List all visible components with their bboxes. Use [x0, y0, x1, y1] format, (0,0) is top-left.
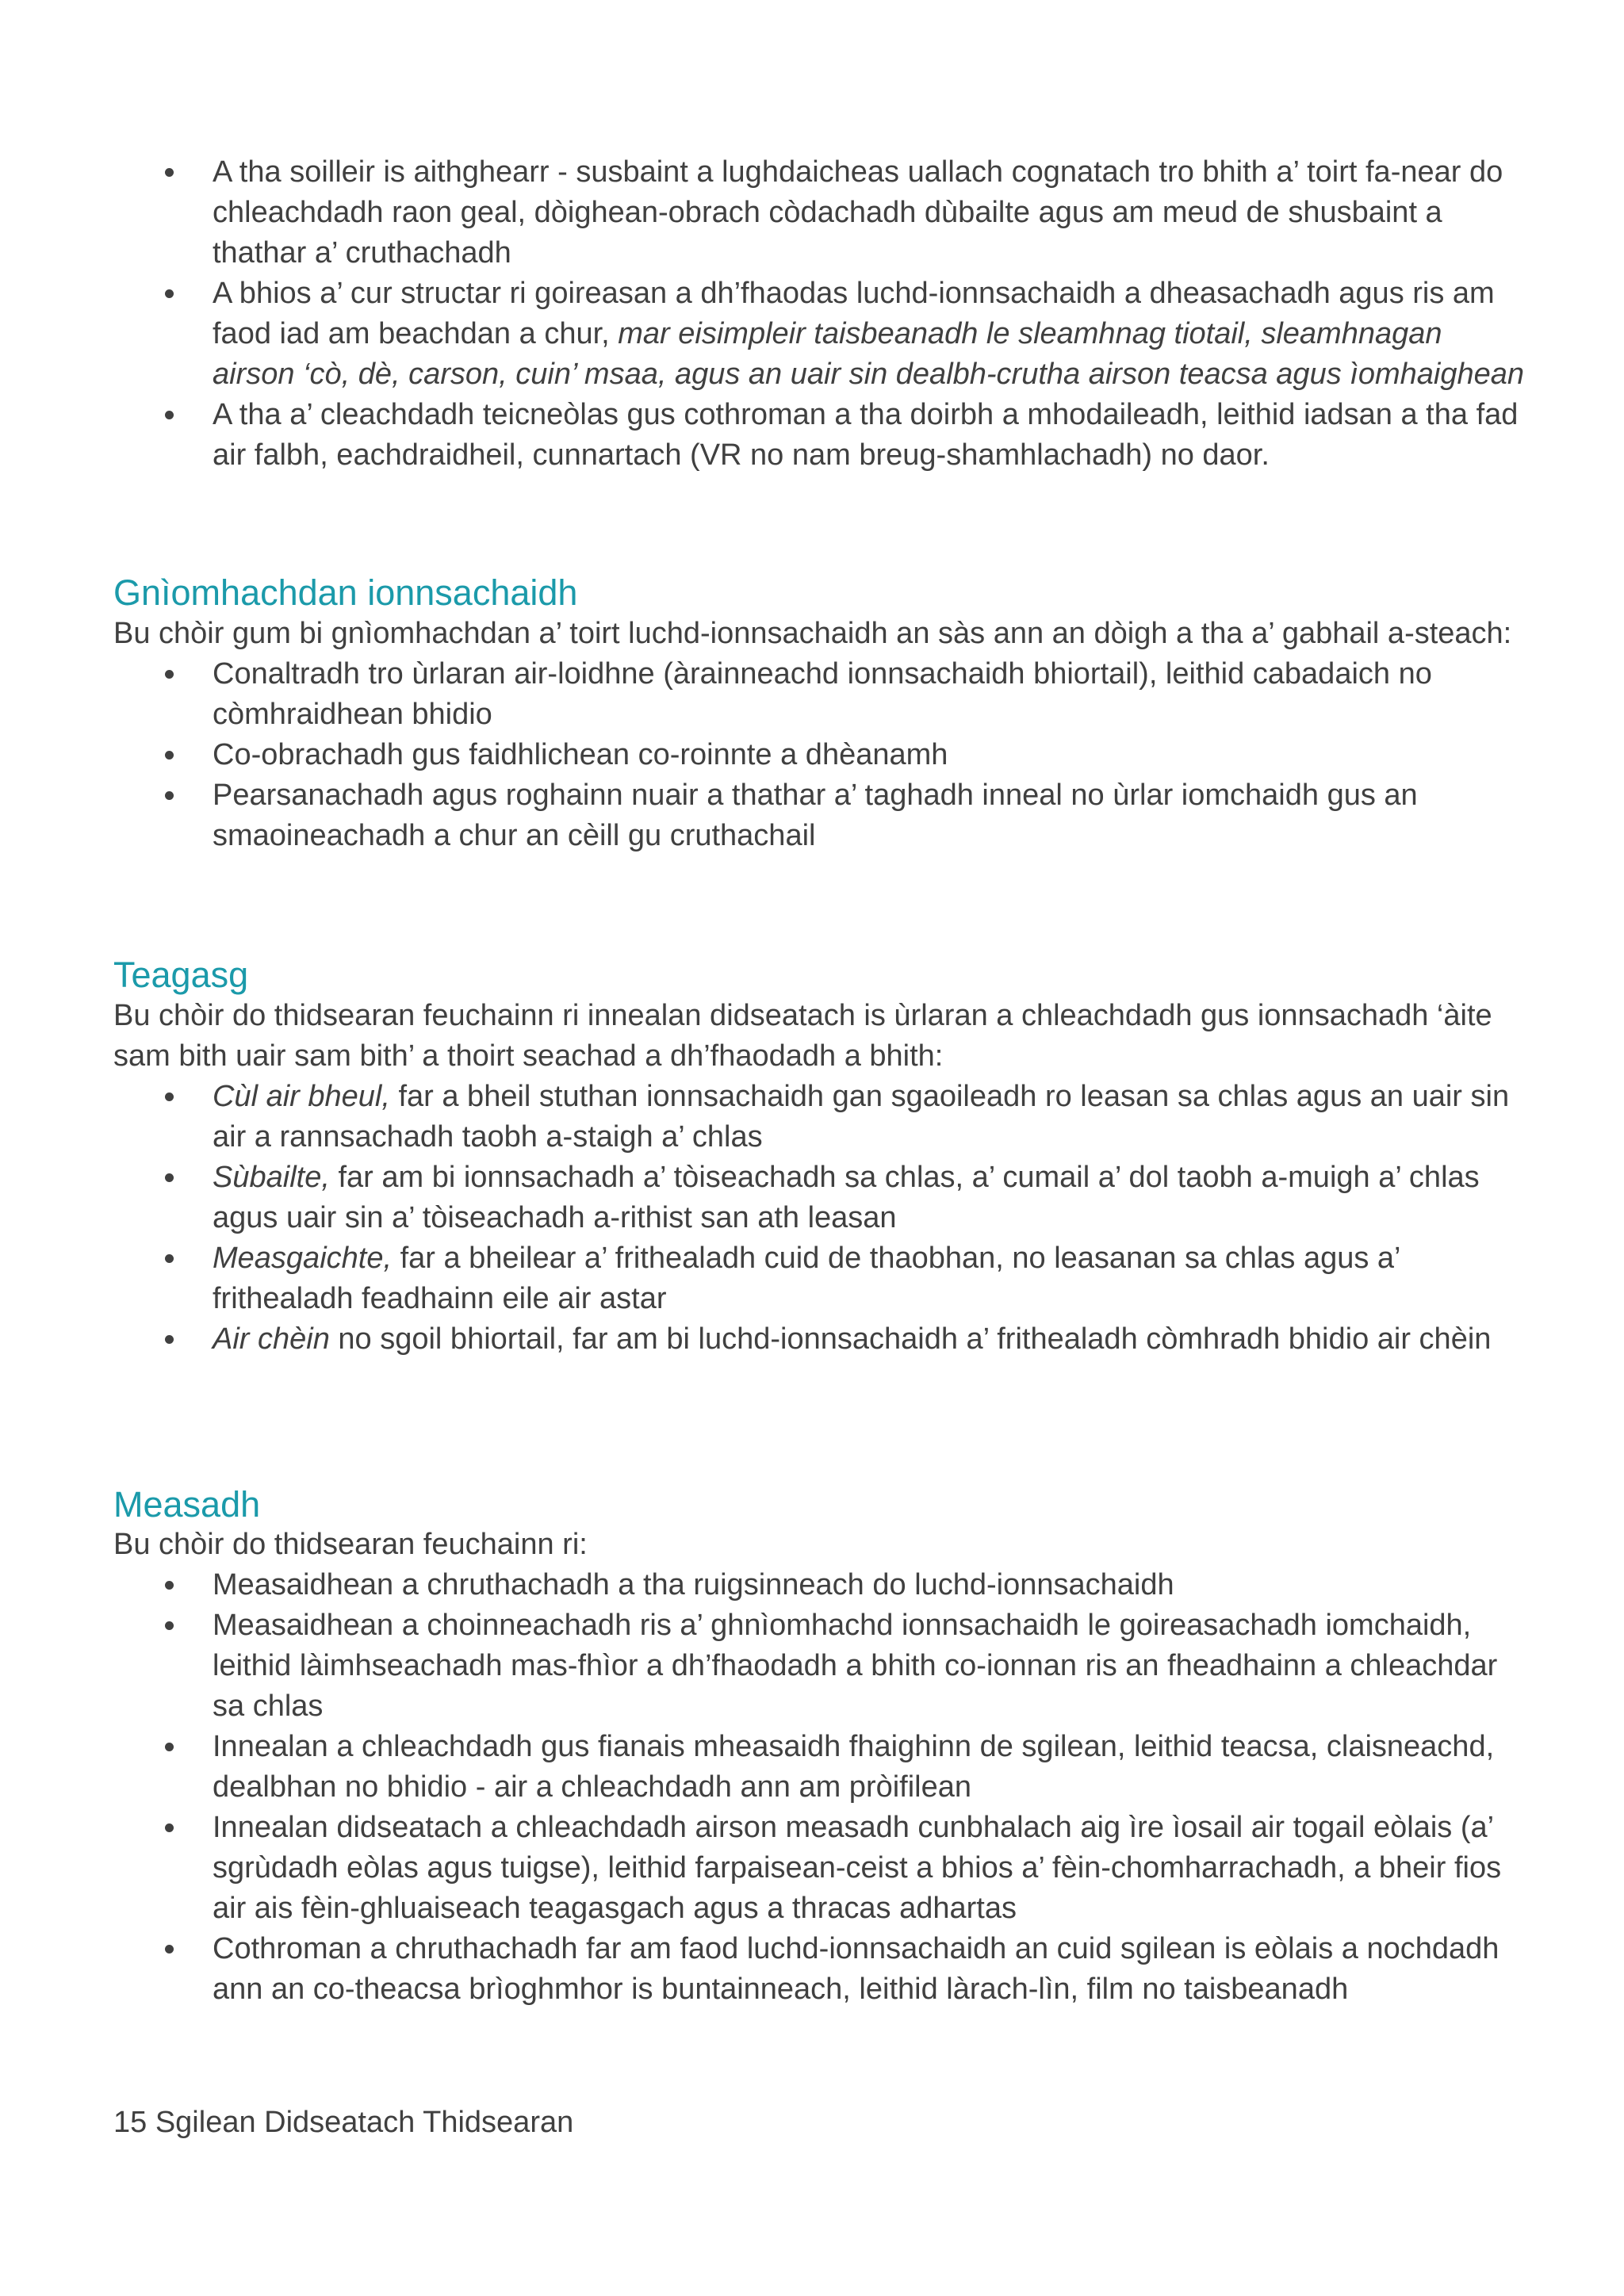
list-item	[113, 775, 1525, 856]
list-item-text: no sgoil bhiortail, far am bi luchd-ionnsachaidh a’ frithealadh còmhradh bhidio air chèin	[329, 1322, 1492, 1356]
list-item-italic-text: mar eisimpleir taisbeanadh le sleamhnag tiotail, sleamhnagan airson ‘cò, dè, carson, cuin’ msaa, agus an uair sin dealbh-crutha airson teacsa agus ìomhaighean	[213, 317, 1524, 391]
list-item-text: Co-obrachadh gus faidhlichean co-roinnte a dhèanamh	[213, 738, 948, 771]
list-item	[113, 152, 1525, 274]
section-heading-activities: Gnìomhachdan ionnsachaidh	[113, 572, 578, 613]
section-teaching-body	[113, 996, 1525, 1360]
list-item-italic-text: Measgaichte,	[213, 1242, 393, 1275]
list-item-italic-text: Cùl air bheul,	[213, 1080, 390, 1113]
list-item-italic-text: Sùbailte,	[213, 1161, 330, 1194]
list-item	[113, 654, 1525, 735]
list-item-text: far a bheilear a’ frithealadh cuid de thaobhan, no leasanan sa chlas agus a’ frithealadh feadhainn eile air astar	[213, 1242, 1400, 1315]
list-item-italic-text: Air chèin	[213, 1322, 330, 1356]
list-item-text: Cothroman a chruthachadh far am faod luchd-ionnsachaidh an cuid sgilean is eòlais a nochdadh ann an co-theacsa brìoghmhor is buntainneach, leithid làrach-lìn, film no taisbeanadh	[213, 1932, 1500, 2006]
list-item	[113, 274, 1525, 395]
list-item-text: Innealan a chleachdadh gus fianais mheasaidh fhaighinn de sgilean, leithid teacsa, claisneachd, dealbhan no bhidio - air a chleachdadh ann am pròifilean	[213, 1730, 1495, 1804]
top-bullet-list	[113, 152, 1525, 476]
list-item	[113, 1808, 1525, 1929]
teaching-bullet-list	[113, 1077, 1525, 1360]
section-intro: Bu chòir do thidsearan feuchainn ri innealan didseatach is ùrlaran a chleachdadh gus ionnsachadh ‘àite sam bith uair sam bith’ a thoirt seachad a dh’fhaodadh a bhith:	[113, 999, 1492, 1073]
list-item	[113, 1077, 1525, 1158]
section-intro: Bu chòir gum bi gnìomhachdan a’ toirt luchd-ionnsachaidh an sàs ann an dòigh a tha a’ gabhail a-steach:	[113, 617, 1512, 650]
section-intro: Bu chòir do thidsearan feuchainn ri:	[113, 1528, 588, 1561]
section-activities-body	[113, 614, 1525, 856]
list-item	[113, 1238, 1525, 1319]
section-assessment-body	[113, 1525, 1525, 2010]
list-item	[113, 1319, 1525, 1360]
list-item	[113, 1605, 1525, 1727]
list-item-text: Measaidhean a chruthachadh a tha ruigsinneach do luchd-ionnsachaidh	[213, 1568, 1174, 1601]
list-item-text: A tha a’ cleachdadh teicneòlas gus cothroman a tha doirbh a mhodaileadh, leithid iadsan a tha fad air falbh, eachdraidheil, cunnartach (VR no nam breug-shamhlachadh) no daor.	[213, 398, 1519, 472]
page-footer: 15 Sgilean Didseatach Thidsearan	[113, 2106, 574, 2139]
list-item	[113, 395, 1525, 476]
section-heading-assessment: Measadh	[113, 1484, 261, 1525]
list-item-text: A tha soilleir is aithghearr - susbaint a lughdaicheas uallach cognatach tro bhith a’ toirt fa-near do chleachdadh raon geal, dòighean-obrach còdachadh dùbailte agus am meud de shusbaint a thathar a’ cruthachadh	[213, 155, 1503, 270]
list-item-text: Innealan didseatach a chleachdadh airson measadh cunbhalach aig ìre ìosail air togail eòlais (a’ sgrùdadh eòlas agus tuigse), leithid farpaisean-ceist a bhios a’ fèin-chomharrachadh, a bheir fios air ais fèin-ghluaiseach teagasgach agus a thracas adhartas	[213, 1811, 1502, 1925]
list-item-text: Conaltradh tro ùrlaran air-loidhne (àrainneachd ionnsachaidh bhiortail), leithid cabadaich no còmhraidhean bhidio	[213, 657, 1432, 731]
assessment-bullet-list	[113, 1565, 1525, 2010]
list-item-text: far am bi ionnsachadh a’ tòiseachadh sa chlas, a’ cumail a’ dol taobh a-muigh a’ chlas agus uair sin a’ tòiseachadh a-rithist san ath leasan	[213, 1161, 1480, 1234]
activities-bullet-list	[113, 654, 1525, 856]
list-item	[113, 1158, 1525, 1238]
list-item	[113, 1929, 1525, 2010]
list-item-text: Pearsanachadh agus roghainn nuair a thathar a’ taghadh inneal no ùrlar iomchaidh gus an smaoineachadh a chur an cèill gu cruthachail	[213, 779, 1418, 852]
list-item	[113, 1565, 1525, 1605]
list-item-text: A bhios a’ cur structar ri goireasan a dh’fhaodas luchd-ionnsachaidh a dheasachadh agus ris am faod iad am beachdan a chur,	[213, 277, 1495, 350]
list-item	[113, 735, 1525, 775]
list-item	[113, 1727, 1525, 1808]
section-heading-teaching: Teagasg	[113, 955, 249, 995]
list-item-text: far a bheil stuthan ionnsachaidh gan sgaoileadh ro leasan sa chlas agus an uair sin air a rannsachadh taobh a-staigh a’ chlas	[213, 1080, 1510, 1154]
top-bullet-list-container	[113, 152, 1525, 476]
list-item-text: Measaidhean a choinneachadh ris a’ ghnìomhachd ionnsachaidh le goireasachadh iomchaidh, leithid làimhseachadh mas-fhìor a dh’fhaodadh a bhith co-ionnan ris an fheadhainn a chleachdar sa chlas	[213, 1609, 1498, 1723]
